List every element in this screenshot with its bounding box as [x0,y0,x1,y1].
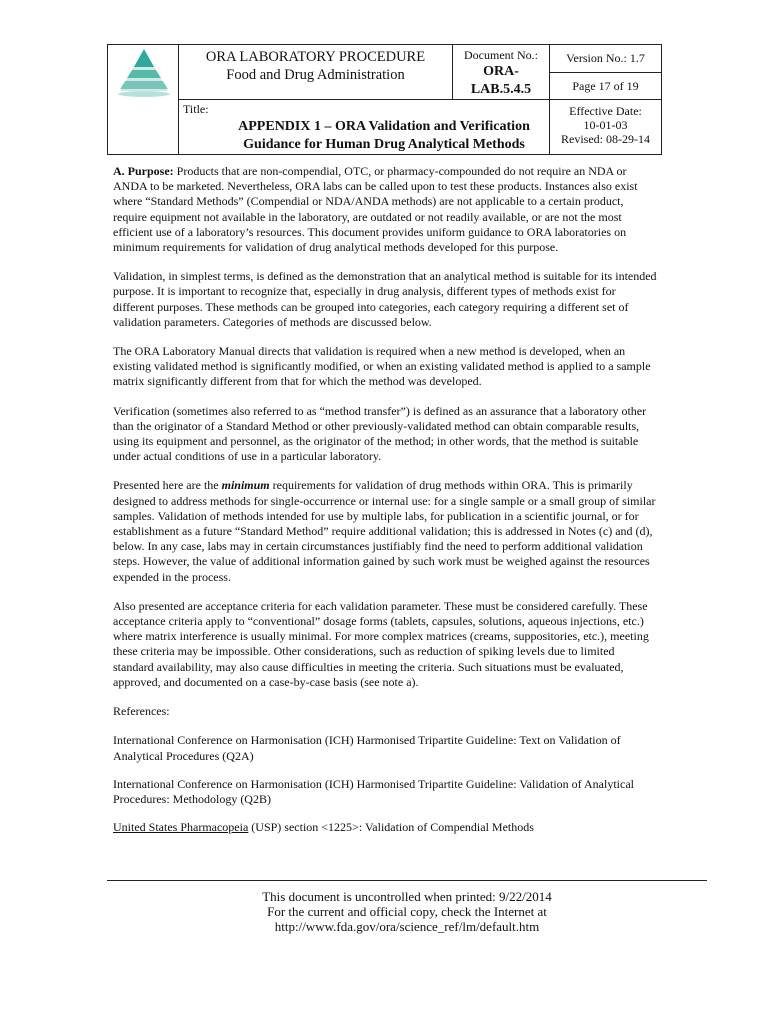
purpose-paragraph [113,164,658,255]
minimum-pre: Presented here are the [113,478,222,493]
revised-date: Revised: 08-29-14 [561,132,650,146]
title-line-2: Guidance for Human Drug Analytical Methods [243,137,525,152]
effective-date-cell [550,100,662,155]
agency-name: Food and Drug Administration [226,67,405,83]
effective-date-label: Effective Date: [569,104,642,118]
reference-usp [113,820,658,835]
version-number: Version No.: 1.7 [550,45,661,73]
version-cell [550,45,662,100]
validation-paragraph: Validation, in simplest terms, is defined as the demonstration that an analytical method is suitable for its intended purpose. It is important to recognize that, especially in drug analysis, different types of methods exist for different purposes. These methods can be grouped into categories, each category requiring a different set of validation parameters. Categories of methods are discussed below. [113,269,657,329]
minimum-requirements-paragraph [113,478,658,584]
references-label: References: [113,704,170,719]
ora-pyramid-logo-icon [108,45,178,101]
usp-link[interactable]: United States Pharmacopeia [113,820,249,835]
title-cell [179,100,550,155]
logo-cell [108,45,179,155]
document-footer [107,889,707,934]
minimum-post: requirements for validation of drug methods within ORA. This is primarily designed to address methods for single-occurrence or internal use: for a single sample or a small group of similar samples. Validation of methods intended for use by multiple labs, for publication in a scientific journal, or for establishment as a future “Standard Method” require additional validation; this is addressed in Notes (c) and (d), below. In any case, labs may in certain circumstances justifiably find the need to perform additional validation steps. However, the value of additional information gained by such work must be weighed against the resources expended in the process. [113,478,656,584]
purpose-text: Products that are non-compendial, OTC, or pharmacy-compounded do not require an NDA or ANDA to be marketed. Nevertheless, ORA labs can be called upon to test these products. Instances also exist where “Standard Methods” (Compendial or NDA/ANDA methods) are not applicable to a certain product, require equipment not available in the laboratory, are outdated or not readily available, or are not the most efficient use of a laboratory’s resources. This document provides uniform guidance to ORA laboratories on minimum requirements for validation of drug analytical methods developed for this purpose. [113,164,638,255]
organization-cell [179,45,453,100]
reference-ich-q2a: International Conference on Harmonisation (ICH) Harmonised Tripartite Guideline: Text on Validation of Analytical Procedures (Q2A) [113,733,621,763]
document-number-value-1: ORA- [483,64,519,79]
acceptance-criteria-paragraph: Also presented are acceptance criteria for each validation parameter. These must be considered carefully. These acceptance criteria apply to “conventional” dosage forms (tablets, capsules, solutions, aqueous injections, etc.) where matrix interference is usually minimal. For more complex matrices (creams, suppositories, etc.), meeting these criteria may be impossible. Other considerations, such as reduction of spiking levels due to limited standard availability, may also cause difficulties in meeting the criteria. Such situations must be evaluated, approved, and documented on a case-by-case basis (see note a). [113,598,649,689]
minimum-emphasis: minimum [221,478,270,493]
purpose-label: A. Purpose: [113,164,174,178]
document-header [107,44,662,155]
verification-paragraph: Verification (sometimes also referred to as “method transfer”) is defined as an assurance that a laboratory other than the originator of a Standard Method or other previously-validated method can obtain comparable results, using its equipment and personnel, as the originator of the method; in other words, that the method is suitable under actual conditions of use in a particular laboratory. [113,403,647,464]
document-body [113,164,658,848]
document-number-value-2: LAB.5.4.5 [470,82,532,97]
page-number: Page 17 of 19 [572,78,639,93]
title-label: Title: [183,102,209,116]
document-title [179,118,549,154]
title-line-1: APPENDIX 1 – ORA Validation and Verification [238,119,530,134]
footer-divider [107,880,707,881]
document-number-label: Document No.: [464,48,538,62]
official-copy-url[interactable]: http://www.fda.gov/ora/science_ref/lm/default.htm [274,919,540,934]
official-copy-notice: For the current and official copy, check the Internet at [267,904,547,919]
usp-rest: (USP) section <1225>: Validation of Compendial Methods [248,820,534,835]
procedure-heading: ORA LABORATORY PROCEDURE [205,49,426,65]
lab-manual-paragraph: The ORA Laboratory Manual directs that validation is required when a new method is developed, when an existing validated method is significantly modified, or when an existing validated method is applied to a sample matrix significantly different from that for which the method was developed. [113,344,651,389]
effective-date: 10-01-03 [583,118,628,132]
reference-ich-q2b: International Conference on Harmonisation (ICH) Harmonised Tripartite Guideline: Validation of Analytical Procedures: Methodology (Q2B) [113,776,634,806]
document-number-cell [453,45,550,100]
uncontrolled-notice: This document is uncontrolled when printed: 9/22/2014 [262,889,552,904]
